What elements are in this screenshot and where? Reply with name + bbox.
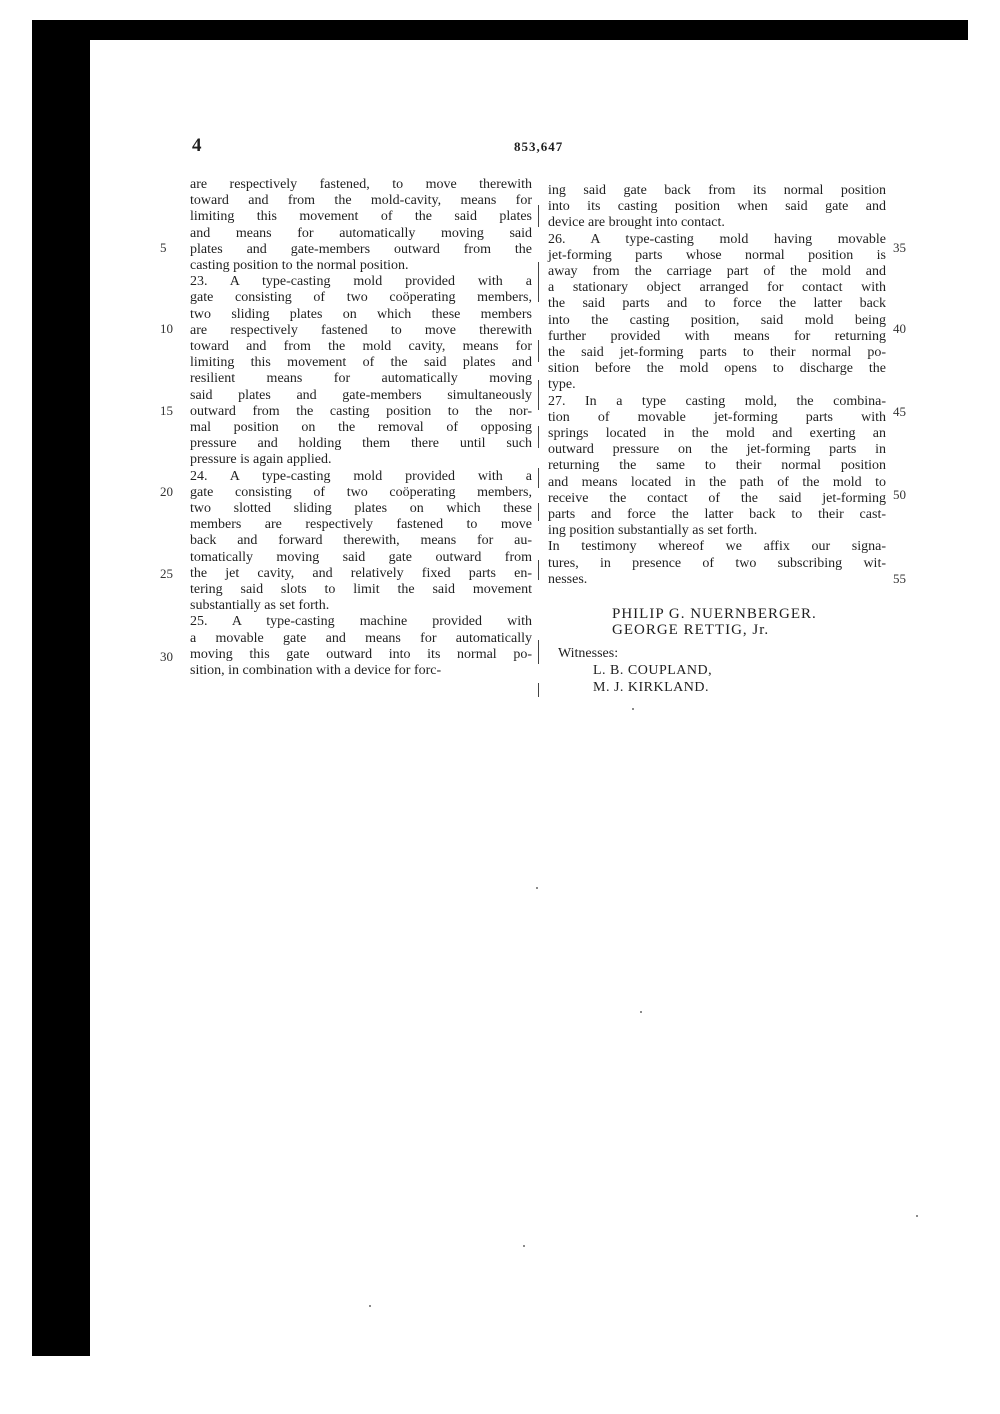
text-line: two sliding plates on which these members	[190, 306, 532, 322]
text-line: springs located in the mold and exerting an	[548, 426, 886, 442]
inventor-signature: GEORGE RETTIG, Jr.	[612, 622, 770, 638]
text-line: ing said gate back from its normal position	[548, 183, 886, 198]
scan-speck	[369, 1305, 371, 1307]
text-line: outward pressure on the jet-forming parts in	[548, 442, 886, 458]
text-line: and means located in the path of the mold to	[548, 474, 886, 490]
text-line: two slotted sliding plates on which these	[190, 501, 532, 517]
line-number: 20	[160, 484, 173, 499]
text-line: tomatically moving said gate outward from	[190, 549, 532, 565]
text-line: away from the carriage part of the mold and	[548, 264, 886, 280]
text-line: In testimony whereof we affix our signa-	[548, 539, 886, 555]
scan-speck	[916, 1215, 918, 1217]
text-line: 23. A type-casting mold provided with a	[190, 274, 532, 290]
text-line: are respectively fastened to move therewith	[190, 322, 532, 338]
column-divider	[538, 426, 539, 448]
text-line: casting position to the normal position.	[190, 258, 409, 274]
text-line: type.	[548, 377, 576, 393]
text-line: device are brought into contact.	[548, 215, 725, 231]
line-number: 55	[893, 571, 906, 586]
line-number: 45	[893, 404, 906, 419]
text-line: the jet cavity, and relatively fixed parts en-	[190, 565, 532, 581]
scan-speck	[523, 1245, 525, 1247]
text-line: outward from the casting position to the nor-	[190, 403, 532, 419]
text-line: jet-forming parts whose normal position is	[548, 247, 886, 263]
text-line: members are respectively fastened to move	[190, 517, 532, 533]
text-line: are respectively fastened, to move therewith	[190, 177, 532, 192]
witnesses-label: Witnesses:	[558, 646, 619, 661]
line-number: 10	[160, 321, 173, 336]
column-divider	[538, 560, 539, 580]
witness-name: M. J. KIRKLAND.	[593, 680, 709, 695]
text-line: toward and from the mold-cavity, means for	[190, 193, 532, 209]
text-line: moving this gate outward into its normal po-	[190, 646, 532, 662]
text-line: said plates and gate-members simultaneously	[190, 387, 532, 403]
scan-speck	[640, 1011, 642, 1013]
text-line: further provided with means for returning	[548, 328, 886, 344]
text-line: into its casting position when said gate and	[548, 199, 886, 215]
text-line: toward and from the mold cavity, means for	[190, 339, 532, 355]
column-divider	[538, 262, 539, 302]
text-line: gate consisting of two coöperating members,	[190, 290, 532, 306]
text-line: pressure is again applied.	[190, 452, 332, 468]
text-line: ing position substantially as set forth.	[548, 523, 758, 539]
text-line: pressure and holding them there until such	[190, 436, 532, 452]
line-number: 50	[893, 487, 906, 502]
text-line: tures, in presence of two subscribing wit-	[548, 555, 886, 571]
text-line: back and forward therewith, means for au-	[190, 533, 532, 549]
text-line: substantially as set forth.	[190, 598, 330, 614]
text-line: a stationary object arranged for contact with	[548, 280, 886, 296]
text-line: limiting this movement of the said plates and	[190, 355, 532, 371]
column-divider	[538, 640, 539, 664]
text-line: 25. A type-casting machine provided with	[190, 614, 532, 630]
column-divider	[538, 503, 539, 521]
text-line: 27. In a type casting mold, the combina-	[548, 393, 886, 409]
column-divider	[538, 340, 539, 362]
text-line: 26. A type-casting mold having movable	[548, 231, 886, 247]
patent-number: 853,647	[514, 139, 564, 154]
text-line: plates and gate-members outward from the	[190, 241, 532, 257]
inventor-signature: PHILIP G. NUERNBERGER.	[612, 606, 817, 622]
text-line: a movable gate and means for automatically	[190, 630, 532, 646]
text-line: sition, in combination with a device for forc-	[190, 663, 442, 679]
scan-speck	[632, 708, 634, 710]
line-number: 5	[160, 240, 167, 255]
left-text-column	[190, 177, 532, 679]
text-line: the said jet-forming parts to their normal po-	[548, 345, 886, 361]
text-line: parts and force the latter back to their cast-	[548, 507, 886, 523]
text-line: nesses.	[548, 571, 588, 587]
text-line: sition before the mold opens to discharge the	[548, 361, 886, 377]
text-line: receive the contact of the said jet-forming	[548, 490, 886, 506]
text-line: tion of movable jet-forming parts with	[548, 409, 886, 425]
witness-name: L. B. COUPLAND,	[593, 663, 713, 678]
line-number: 40	[893, 321, 906, 336]
text-line: limiting this movement of the said plates	[190, 209, 532, 225]
right-text-column	[548, 183, 886, 588]
page-number: 4	[192, 135, 203, 156]
text-line: mal position on the removal of opposing	[190, 420, 532, 436]
text-line: and means for automatically moving said	[190, 225, 532, 241]
line-number: 15	[160, 403, 173, 418]
line-number: 35	[893, 240, 906, 255]
line-number: 25	[160, 566, 173, 581]
column-divider	[538, 380, 539, 410]
text-line: 24. A type-casting mold provided with a	[190, 468, 532, 484]
text-line: tering said slots to limit the said movement	[190, 582, 532, 598]
text-line: resilient means for automatically moving	[190, 371, 532, 387]
text-line: the said parts and to force the latter back	[548, 296, 886, 312]
column-divider	[538, 468, 539, 488]
line-number: 30	[160, 649, 173, 664]
text-line: into the casting position, said mold being	[548, 312, 886, 328]
text-line: gate consisting of two coöperating members,	[190, 484, 532, 500]
column-divider	[538, 683, 539, 697]
text-line: returning the same to their normal position	[548, 458, 886, 474]
column-divider	[538, 205, 539, 227]
scan-speck	[536, 887, 538, 889]
